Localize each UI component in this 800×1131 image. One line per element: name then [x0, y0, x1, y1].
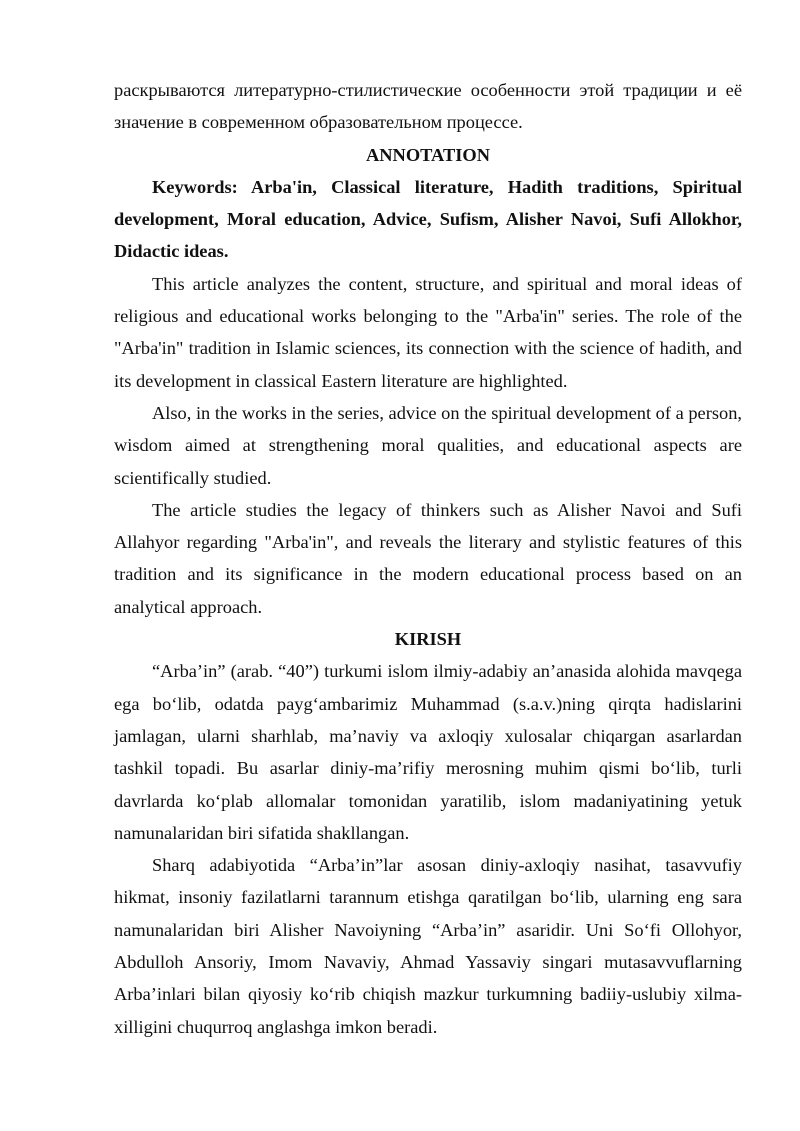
- continuation-paragraph-ru: раскрываются литературно-стилистические особенности этой традиции и её значение в современном образовательном процессе.: [114, 80, 742, 133]
- annotation-paragraph-2: Also, in the works in the series, advice on the spiritual development of a person, wisdom aimed at strengthening moral qualities, and educational aspects are scientifically studied.: [114, 402, 742, 488]
- annotation-heading: ANNOTATION: [366, 144, 490, 165]
- kirish-paragraph-1: “Arba’in” (arab. “40”) turkumi islom ilmiy-adabiy an’anasida alohida mavqega ega bo‘lib, odatda payg‘ambarimiz Muhammad (s.a.v.)ning qirqta hadislarini jamlagan, ularni sharhlab, ma’naviy va axloqiy xulosalar chiqargan asarlardan tashkil topadi. Bu asarlar diniy-ma’rifiy merosning muhim qismi bo‘lib, turli davrlarda ko‘plab allomalar tomonidan yaratilib, islom madaniyatining yetuk namunalaridan biri sifatida shakllangan.: [114, 661, 742, 843]
- kirish-heading: KIRISH: [394, 629, 462, 650]
- keywords-paragraph: Keywords: Arba'in, Classical literature, Hadith traditions, Spiritual development, Moral education, Advice, Sufism, Alisher Navoi, Sufi Allokhor, Didactic ideas.: [114, 176, 742, 262]
- annotation-paragraph-1: This article analyzes the content, structure, and spiritual and moral ideas of religious and educational works belonging to the "Arba'in" series. The role of the "Arba'in" tradition in Islamic sciences, its connection with the science of hadith, and its development in classical Eastern literature are highlighted.: [114, 273, 742, 391]
- document-page: [114, 74, 742, 1043]
- annotation-paragraph-3: The article studies the legacy of thinkers such as Alisher Navoi and Sufi Allahyor regarding "Arba'in", and reveals the literary and stylistic features of this tradition and its significance in the modern educational process based on an analytical approach.: [114, 499, 742, 617]
- kirish-paragraph-2: Sharq adabiyotida “Arba’in”lar asosan diniy-axloqiy nasihat, tasavvufiy hikmat, insoniy fazilatlarni tarannum etishga qaratilgan bo‘lib, ularning eng sara namunalaridan biri Alisher Navoiyning “Arba’in” asaridir. Uni So‘fi Ollohyor, Abdulloh Ansoriy, Imom Navaviy, Ahmad Yassaviy singari mutasavvuflarning Arba’inlari bilan qiyosiy ko‘rib chiqish mazkur turkumning badiiy-uslubiy xilma-xilligini chuqurroq anglashga imkon beradi.: [114, 855, 742, 1037]
